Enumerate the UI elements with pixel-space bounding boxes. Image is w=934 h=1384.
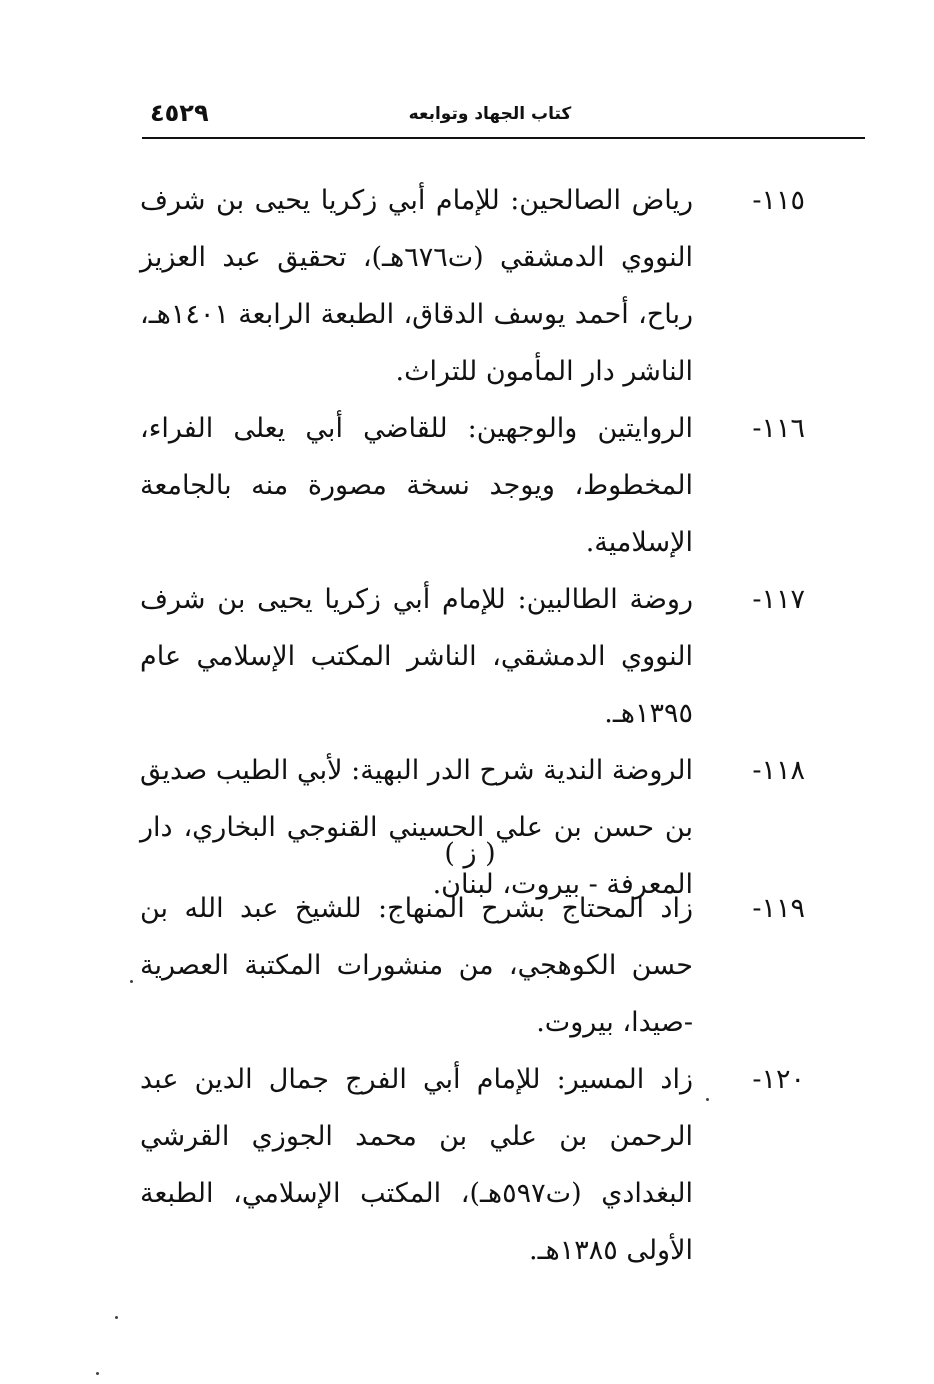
entry-text: روضة الطالبين: للإمام أبي زكريا يحيى بن شرف النووي الدمشقي، الناشر المكتب الإسلامي عام ١٣٩٥هـ. <box>140 584 693 729</box>
entry-number: ١١٧- <box>752 584 805 615</box>
scan-speck <box>706 1098 709 1101</box>
entry-text: زاد المحتاج بشرح المنهاج: للشيخ عبد الله بن حسن الكوهجي، من منشورات المكتبة العصرية -صيدا، بيروت. <box>140 893 693 1038</box>
entry-text: زاد المسير: للإمام أبي الفرج جمال الدين عبد الرحمن بن علي بن محمد الجوزي القرشي البغدادي (ت٥٩٧هـ)، المكتب الإسلامي، الطبعة الأولى ١٣٨٥هـ. <box>140 1064 693 1266</box>
entries-group-2 <box>140 880 805 1279</box>
bibliography-entry-116 <box>140 400 805 571</box>
scan-speck <box>115 1316 118 1319</box>
entry-text: الروايتين والوجهين: للقاضي أبي يعلى الفراء، المخطوط، ويوجد نسخة مصورة منه بالجامعة الإسلامية. <box>140 413 693 558</box>
running-title: كتاب الجهاد وتوابعه <box>408 104 572 124</box>
entries-group-1 <box>140 172 805 913</box>
entry-number: ١١٦- <box>752 413 805 444</box>
section-heading: ( ز ) <box>444 838 496 869</box>
page-number: ٤٥٢٩ <box>150 99 209 127</box>
header-rule <box>142 137 865 139</box>
entry-number: ١٢٠- <box>752 1064 805 1095</box>
entry-number: ١١٩- <box>752 893 805 924</box>
scan-speck <box>130 980 133 983</box>
entry-number: ١١٥- <box>752 185 805 216</box>
scan-speck <box>96 1372 99 1375</box>
entry-text: الروضة الندية شرح الدر البهية: لأبي الطيب صديق بن حسن بن علي الحسيني القنوجي البخاري، دار المعرفة - بيروت، لبنان. <box>140 755 693 900</box>
bibliography-entry-120 <box>140 1051 805 1279</box>
bibliography-entry-117 <box>140 571 805 742</box>
bibliography-entry-119 <box>140 880 805 1051</box>
entry-text: رياض الصالحين: للإمام أبي زكريا يحيى بن شرف النووي الدمشقي (ت٦٧٦هـ)، تحقيق عبد العزيز رباح، أحمد يوسف الدقاق، الطبعة الرابعة ١٤٠١هـ، الناشر دار المأمون للتراث. <box>140 185 693 387</box>
bibliography-entry-115 <box>140 172 805 400</box>
entry-number: ١١٨- <box>752 755 805 786</box>
